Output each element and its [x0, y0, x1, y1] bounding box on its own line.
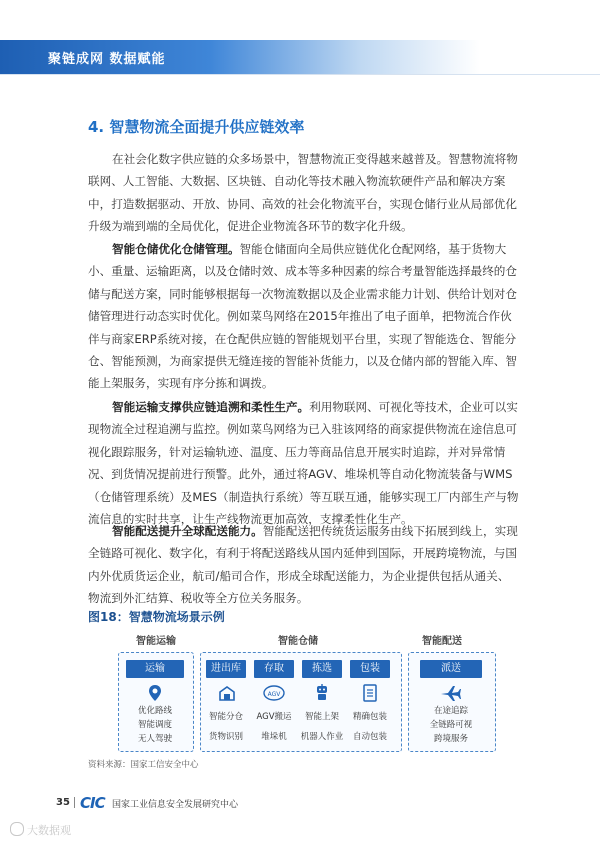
airplane-icon	[440, 684, 462, 702]
package-icon	[362, 683, 378, 703]
storage-r2-c1: 货物识别	[208, 732, 243, 742]
figure-title: 图18：智慧物流场景示例	[88, 610, 225, 624]
paragraph-intro	[88, 148, 520, 238]
footer-organization: 国家工业信息安全发展研究中心	[112, 800, 239, 810]
location-pin-icon	[147, 684, 163, 702]
transport-tag: 运输	[126, 660, 184, 678]
delivery-line-1: 在途追踪	[433, 706, 468, 716]
storage-tag-pick: 拣选	[302, 660, 342, 678]
transport-line-3: 无人驾驶	[137, 734, 172, 744]
storage-r1-c1: 智能分仓	[208, 712, 243, 722]
storage-r1-c2: AGV搬运	[256, 712, 292, 722]
storage-column-label: 智能仓储	[278, 636, 318, 647]
paragraph-delivery	[88, 520, 520, 610]
section-title: 4. 智慧物流全面提升供应链效率	[88, 118, 305, 136]
transport-line-1: 优化路线	[137, 706, 172, 716]
delivery-tag: 派送	[420, 660, 482, 678]
delivery-line-3: 跨境服务	[433, 734, 468, 744]
delivery-column-label: 智能配送	[422, 636, 462, 647]
paragraph-transport	[88, 396, 520, 530]
paragraph-delivery-heading: 智能配送提升全球配送能力。	[112, 524, 263, 538]
transport-column-label: 智能运输	[136, 636, 176, 647]
storage-r1-c3: 智能上架	[304, 712, 339, 722]
warehouse-icon	[218, 684, 236, 702]
paragraph-storage-heading: 智能仓储优化仓储管理。	[112, 242, 240, 256]
paragraph-storage	[88, 238, 520, 395]
storage-r1-c4: 精确包装	[352, 712, 387, 722]
delivery-line-2: 全链路可视	[429, 720, 473, 730]
storage-tag-pack: 包装	[350, 660, 390, 678]
paragraph-storage-text: 智能仓储面向全局供应链优化仓配网络，基于货物大小、重量、运输距离，以及仓储时效、成本等多种因素的综合考量智能选择最终的仓储与配送方案，同时能够根据每一次物流数据以及企业需求能力计划、供给计划对仓储管理进行动态实时优化。例如菜鸟网络在2015年推出了电子面单，把物流合作伙伴与商家ERP系统对接，在仓配供应链的智能规划平台里，实现了智能选仓、智能分仓、智能预测，为商家提供无缝连接的智能补货能力，以及仓储内部的智能入库、智能上架服务，实现有序分拣和调拨。	[88, 242, 517, 391]
storage-r2-c4: 自动包装	[352, 732, 387, 742]
page-number: 35	[56, 797, 70, 808]
agv-icon	[263, 684, 285, 702]
paragraph-transport-text: 利用物联网、可视化等技术，企业可以实现物流全过程追溯与监控。例如菜鸟网络为已入驻该网络的商家提供物流在途信息可视化跟踪服务，针对运输轨迹、温度、压力等商品信息开展实时追踪，并对异常情况、到货情况提前进行预警。此外，通过将AGV、堆垛机等自动化物流装备与WMS（仓储管理系统）及MES（制造执行系统）等互联互通，能够实现工厂内部生产与物流信息的实时共享，让生产线物流更加高效，支撑柔性化生产。	[88, 400, 519, 527]
logistics-diagram	[118, 632, 498, 750]
watermark-text: 大数据观	[27, 824, 71, 837]
transport-line-2: 智能调度	[137, 720, 172, 730]
header-title: 聚链成网 数据赋能	[48, 52, 166, 67]
header-divider	[0, 74, 600, 75]
footer-divider	[74, 797, 75, 808]
robot-icon	[313, 683, 331, 703]
watermark-icon	[10, 822, 24, 836]
agv-icon-text: AGV	[267, 691, 281, 698]
paragraph-intro-text: 在社会化数字供应链的众多场景中，智慧物流正变得越来越普及。智慧物流将物联网、人工智能、大数据、区块链、自动化等技术融入物流软硬件产品和解决方案中，打造数据驱动、开放、协同、高效的社会化物流平台，实现仓储行业从局部优化升级为端到端的全局优化，促进企业物流各环节的数字化升级。	[88, 152, 518, 234]
storage-tag-inout: 进出库	[206, 660, 246, 678]
cic-logo: CIC	[80, 794, 105, 812]
paragraph-transport-heading: 智能运输支撑供应链追溯和柔性生产。	[112, 400, 310, 414]
storage-r2-c2: 堆垛机	[261, 732, 287, 742]
storage-r2-c3: 机器人作业	[300, 732, 344, 742]
storage-tag-access: 存取	[254, 660, 294, 678]
watermark	[10, 822, 71, 838]
paragraph-delivery-text: 智能配送把传统货运服务由线下拓展到线上，实现全链路可视化、数字化，有利于将配送路线从国内延伸到国际，开展跨境物流，与国内外优质货运企业，航司/船司合作，形成全球配送能力，为企业提供包括从通关、物流到外汇结算、税收等全方位关务服务。	[88, 524, 518, 606]
figure-source: 资料来源：国家工信安全中心	[88, 760, 199, 770]
